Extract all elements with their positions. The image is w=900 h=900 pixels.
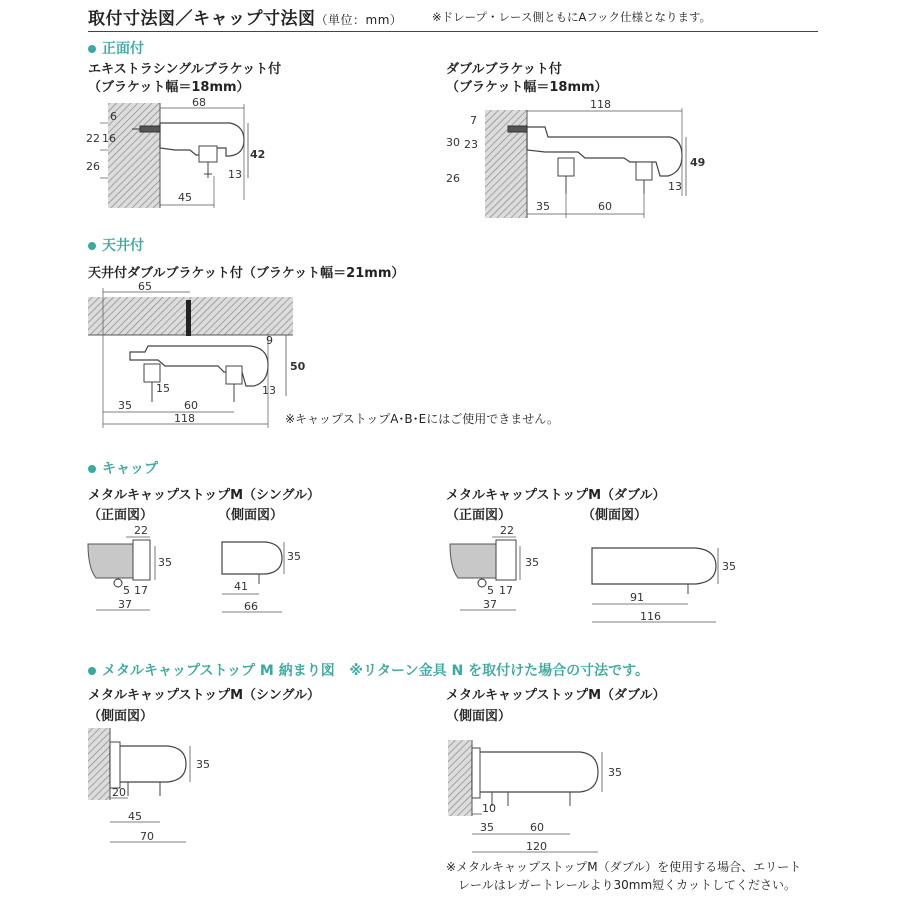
ceiling-note: ※キャップストップA･B･Eにはご使用できません。: [285, 412, 559, 426]
hook-icon: [566, 176, 644, 194]
dim-label: 35: [158, 556, 172, 569]
dim-label: 35: [287, 550, 301, 563]
dim-label: 45: [178, 191, 192, 204]
dim-label: 6: [110, 110, 117, 123]
fit-single-drawing: [88, 728, 210, 843]
cap-body: [592, 548, 716, 584]
dim-label: 118: [590, 98, 611, 111]
cap-double-side-label: （側面図）: [582, 508, 648, 523]
dim-label: 60: [598, 200, 612, 213]
cap-single-title: メタルキャップストップM（シングル）: [88, 488, 321, 503]
dim-label: 15: [156, 382, 170, 395]
dim-label: 7: [470, 114, 477, 127]
cap-double-side-drawing: [592, 548, 736, 623]
ceiling-drawing: [88, 280, 306, 428]
cap-body: [133, 540, 150, 580]
rail-body: [88, 544, 133, 578]
page-title-text: 取付寸法図／キャップ寸法図: [88, 9, 316, 29]
dim-label: 35: [480, 821, 494, 834]
dim-label: 5: [487, 584, 494, 597]
dim-label: 26: [86, 160, 100, 173]
fit-single-side-label: （側面図）: [88, 709, 154, 724]
return-bracket: [472, 748, 480, 798]
cap-single-side-drawing: [222, 542, 301, 613]
front-double-subtitle: （ブラケット幅＝18mm）: [446, 80, 608, 95]
dim-label: 60: [184, 399, 198, 412]
dim-label: 37: [483, 598, 497, 611]
dim-label: 35: [196, 758, 210, 771]
front-double-drawing: [446, 98, 705, 218]
front-single-subtitle: （ブラケット幅＝18mm）: [88, 80, 250, 95]
dim-label: 35: [608, 766, 622, 779]
dim-label: 22: [134, 524, 148, 537]
cap-body: [110, 746, 186, 782]
section-heading-front-text: 正面付: [102, 41, 144, 57]
dim-label: 30: [446, 136, 460, 149]
front-double-title: ダブルブラケット付: [446, 62, 562, 77]
wall-hatch: [88, 728, 110, 800]
screw-icon: [478, 579, 486, 587]
dim-label: 10: [482, 802, 496, 815]
screw-icon: [186, 300, 191, 336]
screw-icon: [114, 579, 122, 587]
dim-label: 26: [446, 172, 460, 185]
wall-hatch: [448, 740, 472, 816]
dim-label: 13: [262, 384, 276, 397]
fit-note-line2: レールはレガートレールより30mm短くカットしてください。: [446, 878, 797, 892]
hook-icon: [128, 782, 160, 796]
dim-label: 35: [722, 560, 736, 573]
dim-label: 35: [536, 200, 550, 213]
fit-note-line1: ※メタルキャップストップM（ダブル）を使用する場合、エリート: [446, 860, 802, 874]
cap-double-front-label: （正面図）: [446, 508, 512, 523]
dim-label: 37: [118, 598, 132, 611]
dim-label: 70: [140, 830, 154, 843]
dim-label: 9: [266, 334, 273, 347]
runner: [226, 366, 242, 384]
cap-double-front-drawing: [450, 524, 539, 611]
fit-single-title: メタルキャップストップM（シングル）: [88, 688, 321, 703]
dim-label: 41: [234, 580, 248, 593]
runner: [558, 158, 574, 176]
dim-label: 65: [138, 280, 152, 293]
section-heading-fit-text: メタルキャップストップ M 納まり図: [102, 663, 335, 679]
dim-label: 116: [640, 610, 661, 623]
dim-label: 120: [526, 840, 547, 853]
cap-body: [472, 752, 598, 792]
dim-label: 22: [500, 524, 514, 537]
dim-label: 35: [525, 556, 539, 569]
cap-single-front-drawing: [88, 524, 172, 611]
dim-label: 13: [668, 180, 682, 193]
cap-double-title: メタルキャップストップM（ダブル）: [446, 488, 666, 503]
runner: [199, 146, 217, 162]
dim-label: 13: [228, 168, 242, 181]
dim-label: 68: [192, 96, 206, 109]
dim-label: 20: [112, 786, 126, 799]
fit-double-side-label: （側面図）: [446, 709, 512, 724]
screw-icon: [508, 126, 527, 132]
dim-label: 49: [690, 156, 706, 169]
dim-label: 17: [499, 584, 513, 597]
cap-single-side-label: （側面図）: [218, 508, 284, 523]
dim-label: 45: [128, 810, 142, 823]
dim-label: 66: [244, 600, 258, 613]
section-heading-fit-note: ※リターン金具 N を取付けた場合の寸法です。: [349, 663, 650, 679]
rail-body: [450, 544, 496, 578]
section-heading-cap-text: キャップ: [102, 461, 158, 477]
header-note: ※ドレープ・レース側ともにAフック仕様となります。: [432, 10, 712, 24]
dim-label: 42: [250, 148, 266, 161]
dim-label: 91: [630, 591, 644, 604]
cap-body: [496, 540, 516, 580]
bracket-shape: [527, 127, 682, 176]
fit-double-title: メタルキャップストップM（ダブル）: [446, 688, 666, 703]
runner: [636, 162, 652, 180]
fit-double-drawing: [448, 740, 622, 853]
section-heading-ceiling-text: 天井付: [102, 238, 144, 254]
dim-label: 16: [102, 132, 116, 145]
return-bracket: [110, 742, 120, 788]
dim-label: 35: [118, 399, 132, 412]
hook-icon: [492, 792, 570, 806]
front-single-drawing: [86, 96, 265, 208]
runner: [144, 364, 160, 382]
unit-label: （単位：mm）: [315, 13, 403, 27]
dim-label: 5: [123, 584, 130, 597]
cap-single-front-label: （正面図）: [88, 508, 154, 523]
dim-label: 22: [86, 132, 100, 145]
hook-icon: [204, 162, 212, 178]
front-single-title: エキストラシングルブラケット付: [88, 62, 282, 77]
ceiling-title: 天井付ダブルブラケット付（ブラケット幅＝21mm）: [88, 266, 405, 281]
dim-label: 17: [134, 584, 148, 597]
cap-body: [222, 542, 282, 574]
dim-label: 23: [464, 138, 478, 151]
dim-label: 118: [174, 412, 195, 425]
dim-label: 60: [530, 821, 544, 834]
dim-label: 50: [290, 360, 306, 373]
